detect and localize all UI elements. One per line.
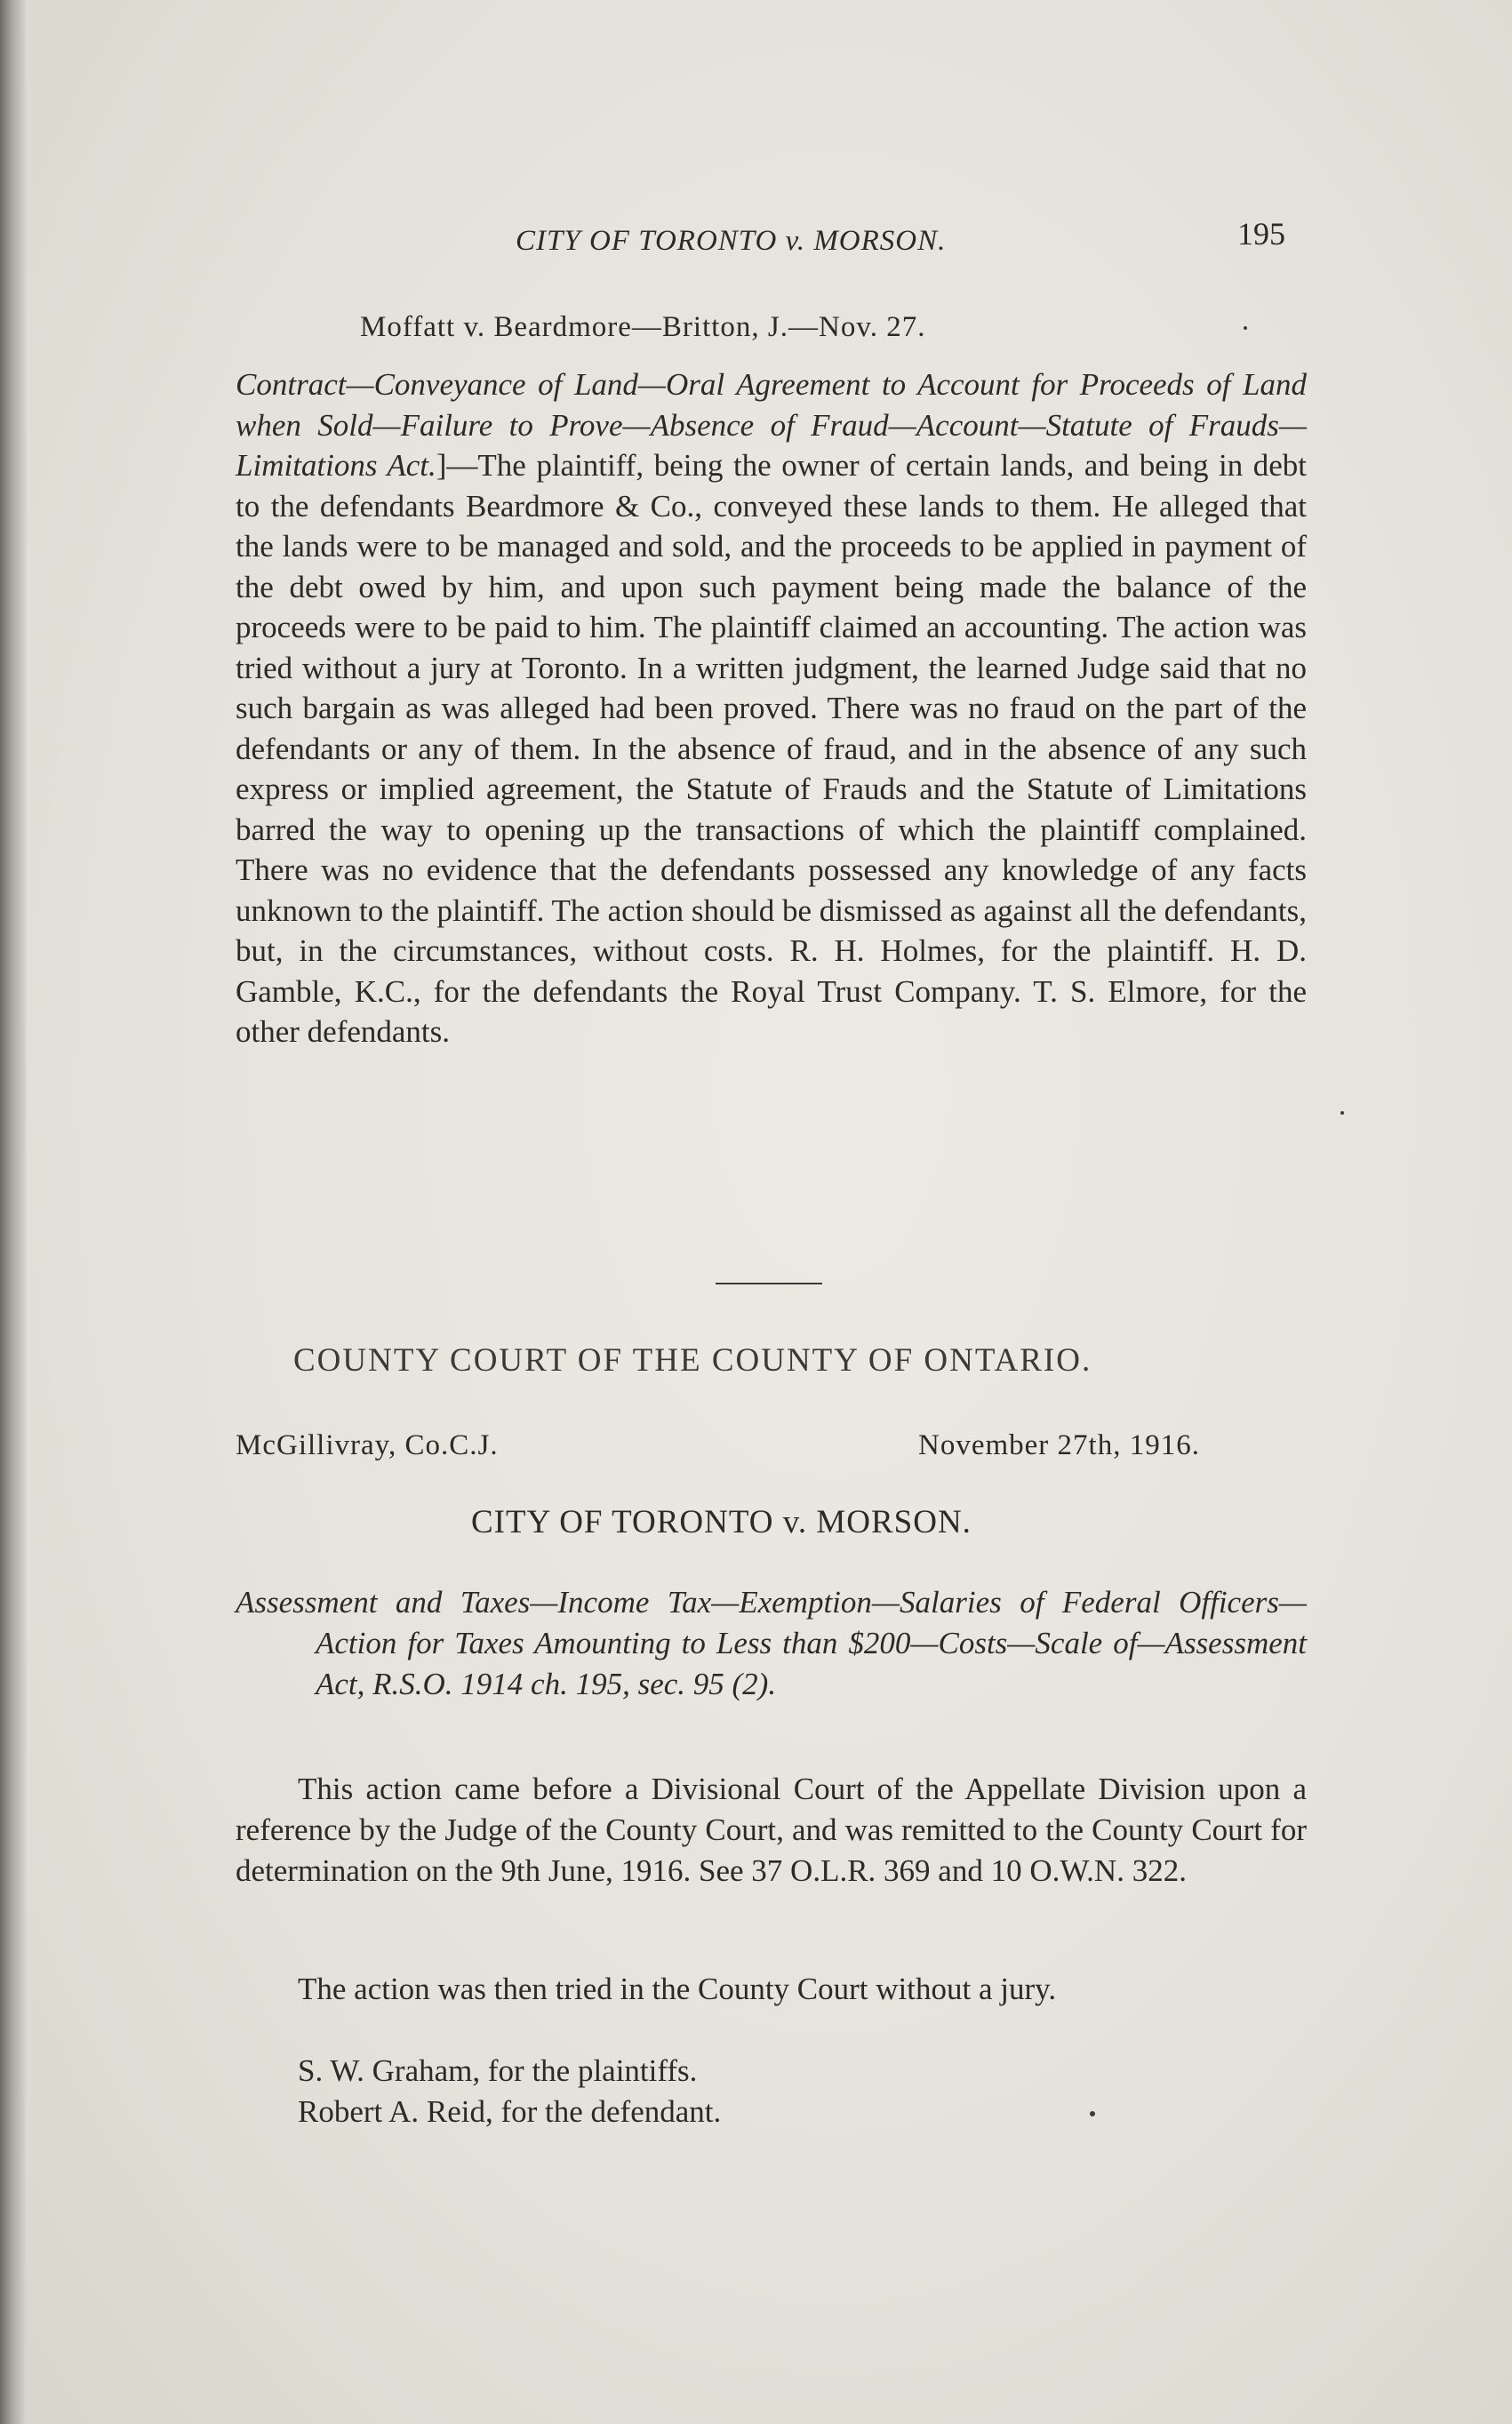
decision-date: November 27th, 1916. — [918, 1429, 1200, 1461]
case-title: CITY OF TORONTO v. MORSON. — [471, 1504, 972, 1540]
book-spine-shadow — [0, 0, 27, 2424]
case-heading: Moffatt v. Beardmore—Britton, J.—Nov. 27. — [360, 311, 926, 343]
judge-name: McGillivray, Co.C.J. — [236, 1429, 499, 1461]
ink-speck — [1090, 2111, 1095, 2116]
section-divider — [716, 1283, 822, 1284]
page-number: 195 — [1237, 216, 1285, 252]
second-case-paragraph-1: This action came before a Divisional Court of the Appellate Division upon a reference by the Judge of the County Court, and was remitted to the County Court for determination on the 9th June, 1916. See 37 O.L.R. 369 and 10 O.W.N. 322. — [236, 1772, 1307, 1888]
first-case-headnote: Contract—Conveyance of Land—Oral Agreement to Account for Proceeds of Land when Sold—Failure to Prove—Absence of Fraud—Account—Statute of Frauds—Limitations Act. — [236, 367, 1307, 483]
first-case-body: ]—The plaintiff, being the owner of certain lands, and being in debt to the defendants Beardmore & Co., conveyed these lands to them. He alleged that the lands were to be managed and sold, and the proceeds to be applied in payment of the debt owed by him, and upon such payment being made the balance of the proceeds were to be paid to him. The plaintiff claimed an accounting. The action was tried without a jury at Toronto. In a written judgment, the learned Judge said that no such bargain as was alleged had been proved. There was no fraud on the part of the defendants or any of them. In the absence of fraud, and in the absence of any such express or implied agreement, the Statute of Frauds and the Statute of Limitations barred the way to opening up the transactions of which the plaintiff complained. There was no evidence that the defendants possessed any knowledge of any facts unknown to the plaintiff. The action should be dismissed as against all the defendants, but, in the circumstances, without costs. R. H. Holmes, for the plaintiff. H. D. Gamble, K.C., for the defendants the Royal Trust Company. T. S. Elmore, for the other defendants. — [236, 448, 1308, 1049]
running-head: CITY OF TORONTO v. MORSON. — [516, 225, 947, 257]
ink-speck — [1340, 1111, 1344, 1115]
second-case-headnote — [236, 1582, 1307, 1705]
counsel-defendant: Robert A. Reid, for the defendant. — [298, 2094, 722, 2129]
counsel-plaintiffs: S. W. Graham, for the plaintiffs. — [298, 2053, 698, 2088]
second-case-paragraph-2: The action was then tried in the County Court without a jury. — [298, 1972, 1057, 2006]
headnote-text: Assessment and Taxes—Income Tax—Exemption—Salaries of Federal Officers—Action for Taxes Amounting to Less than $200—Costs—Scale of—Assessment Act, R.S.O. 1914 ch. 195, sec. 95 (2). — [236, 1585, 1307, 1701]
first-case-paragraph — [236, 364, 1307, 1052]
court-title: COUNTY COURT OF THE COUNTY OF ONTARIO. — [293, 1342, 1092, 1379]
ink-speck — [1244, 326, 1247, 330]
